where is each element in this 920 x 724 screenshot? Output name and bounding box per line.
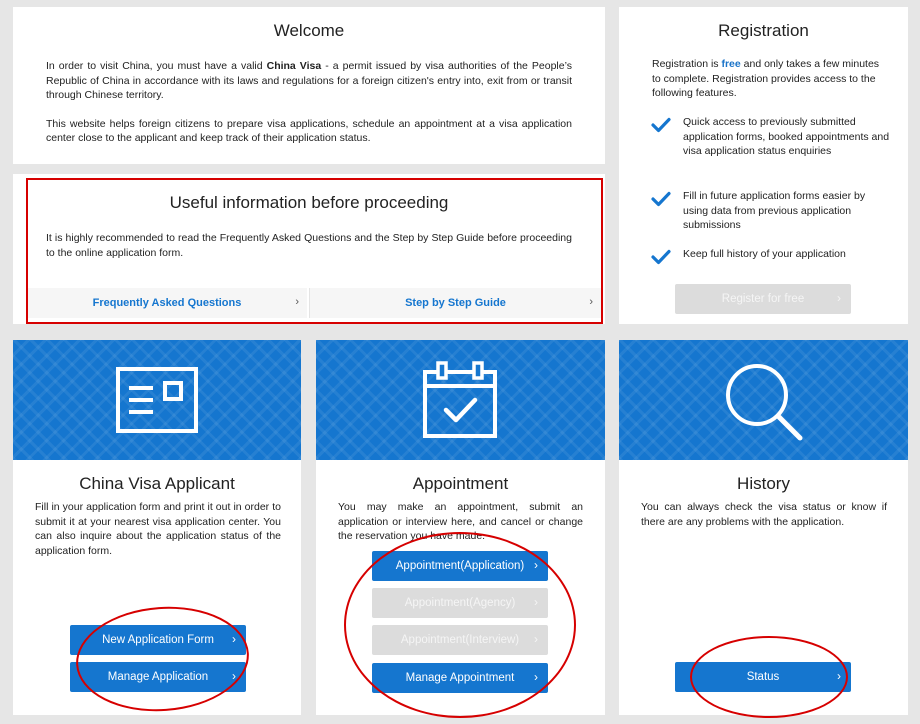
applicant-card — [13, 340, 301, 715]
china-visa-term: China Visa — [266, 60, 322, 72]
chevron-right-icon: › — [534, 632, 538, 646]
chevron-right-icon: › — [534, 595, 538, 609]
id-card-icon — [115, 366, 199, 434]
appointment-application-button[interactable]: Appointment(Application) › — [372, 551, 548, 581]
history-card — [619, 340, 908, 715]
useful-info-text: It is highly recommended to read the Frequently Asked Questions and the Step by Step Guide before proceeding to the online application form. — [46, 232, 572, 259]
appointment-text: You may make an appointment, submit an application or interview here, and cancel or change the reservation you have made. — [338, 501, 583, 542]
manage-appointment-button[interactable]: Manage Appointment › — [372, 663, 548, 693]
step-guide-link[interactable]: Step by Step Guide › — [309, 288, 601, 318]
welcome-paragraph-1: In order to visit China, you must have a valid China Visa - a permit issued by visa authorities of the People’s Republic of China in accordance with its laws and regulations for a foreign citizen's entry into, exit from or transit through Chinese territory. — [46, 60, 572, 101]
faq-link[interactable]: Frequently Asked Questions › — [27, 288, 307, 318]
chevron-right-icon: › — [232, 632, 236, 646]
history-text: You can always check the visa status or know if there are any problems with the application. — [641, 501, 887, 528]
chevron-right-icon: › — [534, 670, 538, 684]
appointment-banner — [316, 340, 605, 460]
history-banner — [619, 340, 908, 460]
feature-item: Keep full history of your application — [651, 247, 891, 265]
appointment-card — [316, 340, 605, 715]
feature-item: Fill in future application forms easier by using data from previous application submissions — [651, 189, 891, 233]
feature-item: Quick access to previously submitted application forms, booked appointments and visa application status enquiries — [651, 115, 891, 159]
register-button[interactable]: Register for free › — [675, 284, 851, 314]
applicant-banner — [13, 340, 301, 460]
welcome-panel — [13, 7, 605, 164]
checkmark-icon — [651, 249, 671, 265]
useful-info-panel — [13, 174, 605, 324]
applicant-title: China Visa Applicant — [79, 474, 235, 493]
chevron-right-icon: › — [837, 291, 841, 305]
registration-panel — [619, 7, 908, 324]
checkmark-icon — [651, 191, 671, 207]
registration-intro: Registration is free and only takes a few minutes to complete. Registration provides access to the following features. — [652, 58, 880, 99]
welcome-paragraph-2: This website helps foreign citizens to prepare visa applications, schedule an appointment at a visa application center close to the applicant and keep track of their application status. — [46, 117, 572, 144]
calendar-check-icon — [421, 360, 499, 440]
chevron-right-icon: › — [295, 296, 299, 308]
appointment-title: Appointment — [412, 474, 509, 493]
useful-info-title: Useful information before proceeding — [169, 193, 449, 212]
appointment-interview-button[interactable]: Appointment(Interview) › — [372, 625, 548, 655]
status-button[interactable]: Status › — [675, 662, 851, 692]
chevron-right-icon: › — [837, 669, 841, 683]
welcome-title: Welcome — [273, 21, 345, 40]
free-highlight: free — [721, 58, 741, 70]
chevron-right-icon: › — [534, 558, 538, 572]
checkmark-icon — [651, 117, 671, 133]
appointment-agency-button[interactable]: Appointment(Agency) › — [372, 588, 548, 618]
applicant-text: Fill in your application form and print it out in order to submit it at your nearest visa application center. You can also inquire about the application status of the application form. — [35, 501, 281, 557]
chevron-right-icon: › — [589, 296, 593, 308]
manage-application-button[interactable]: Manage Application › — [70, 662, 246, 692]
new-application-form-button[interactable]: New Application Form › — [70, 625, 246, 655]
magnifier-icon — [722, 360, 806, 444]
history-title: History — [737, 474, 790, 493]
chevron-right-icon: › — [232, 669, 236, 683]
registration-title: Registration — [718, 21, 809, 40]
